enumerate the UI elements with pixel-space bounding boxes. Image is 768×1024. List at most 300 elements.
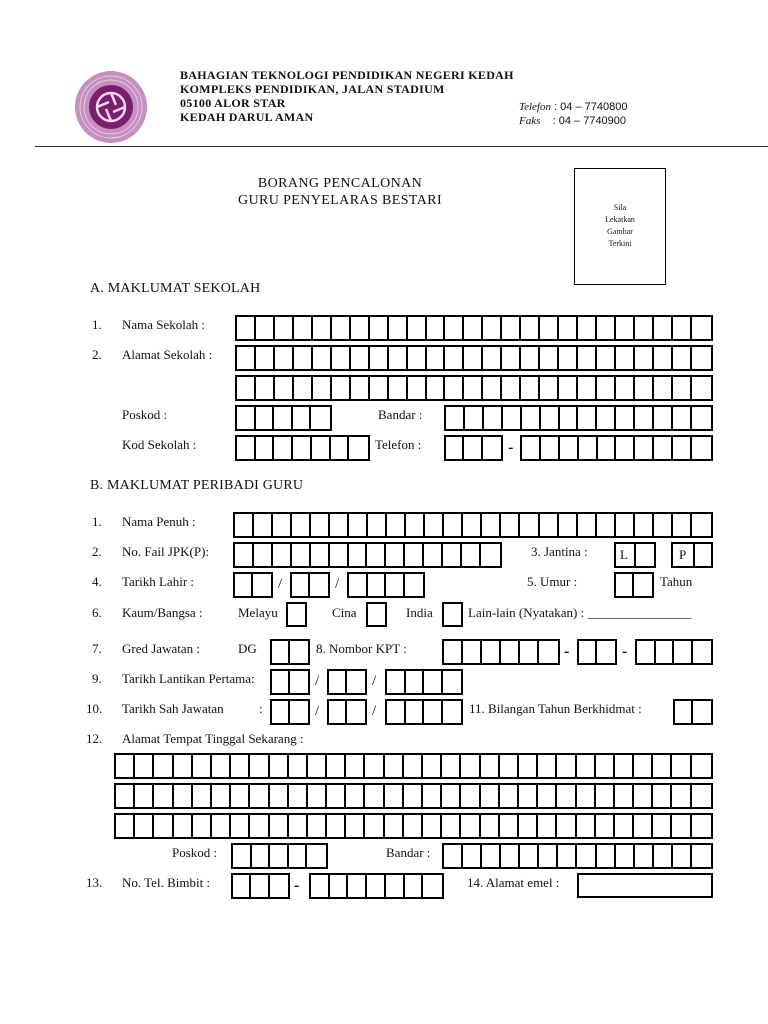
nombor-kpt-part1-input[interactable] [442, 639, 560, 665]
india-checkbox[interactable] [442, 602, 463, 627]
char-cell[interactable] [368, 514, 387, 536]
char-cell[interactable] [444, 514, 463, 536]
char-cell[interactable] [484, 407, 503, 429]
char-cell[interactable] [540, 317, 559, 339]
char-cell[interactable] [310, 574, 328, 596]
char-cell[interactable] [154, 785, 173, 807]
char-cell[interactable] [135, 815, 154, 837]
bilangan-tahun-input[interactable] [673, 699, 713, 725]
char-cell[interactable] [275, 377, 294, 399]
char-cell[interactable] [673, 845, 692, 867]
char-cell[interactable] [312, 437, 331, 459]
char-cell[interactable] [424, 701, 443, 723]
char-cell[interactable] [653, 815, 672, 837]
char-cell[interactable] [389, 347, 408, 369]
char-cell[interactable] [693, 701, 711, 723]
char-cell[interactable] [235, 574, 253, 596]
alamat-emel-input[interactable] [577, 873, 713, 898]
char-cell[interactable] [212, 755, 231, 777]
char-cell[interactable] [385, 785, 404, 807]
char-cell[interactable] [635, 437, 654, 459]
char-cell[interactable] [521, 377, 540, 399]
char-cell[interactable] [616, 845, 635, 867]
alamat-tinggal-input-line3[interactable] [114, 813, 713, 839]
char-cell[interactable] [538, 815, 557, 837]
char-cell[interactable] [692, 347, 711, 369]
char-cell[interactable] [427, 347, 446, 369]
char-cell[interactable] [654, 317, 673, 339]
char-cell[interactable] [654, 347, 673, 369]
char-cell[interactable] [615, 755, 634, 777]
char-cell[interactable] [579, 437, 598, 459]
char-cell[interactable] [387, 514, 406, 536]
char-cell[interactable] [672, 785, 691, 807]
char-cell[interactable] [327, 755, 346, 777]
char-cell[interactable] [635, 317, 654, 339]
char-cell[interactable] [692, 785, 711, 807]
char-cell[interactable] [560, 437, 579, 459]
char-cell[interactable] [445, 347, 464, 369]
char-cell[interactable] [330, 875, 349, 897]
char-cell[interactable] [423, 785, 442, 807]
char-cell[interactable] [597, 514, 616, 536]
tarikh-lantikan-day-input[interactable] [270, 669, 310, 695]
char-cell[interactable] [578, 407, 597, 429]
char-cell[interactable] [270, 755, 289, 777]
char-cell[interactable] [408, 377, 427, 399]
char-cell[interactable] [673, 437, 692, 459]
char-cell[interactable] [332, 317, 351, 339]
char-cell[interactable] [616, 437, 635, 459]
tarikh-lahir-year-input[interactable] [347, 572, 425, 598]
char-cell[interactable] [560, 407, 579, 429]
char-cell[interactable] [522, 437, 541, 459]
char-cell[interactable] [270, 785, 289, 807]
tarikh-sah-year-input[interactable] [385, 699, 463, 725]
char-cell[interactable] [311, 407, 330, 429]
char-cell[interactable] [500, 815, 519, 837]
char-cell[interactable] [616, 347, 635, 369]
char-cell[interactable] [577, 815, 596, 837]
char-cell[interactable] [294, 377, 313, 399]
char-cell[interactable] [577, 755, 596, 777]
char-cell[interactable] [444, 641, 463, 663]
char-cell[interactable] [273, 544, 292, 566]
char-cell[interactable] [579, 641, 597, 663]
char-cell[interactable] [443, 544, 462, 566]
tarikh-lantikan-year-input[interactable] [385, 669, 463, 695]
char-cell[interactable] [212, 785, 231, 807]
char-cell[interactable] [235, 514, 254, 536]
char-cell[interactable] [539, 845, 558, 867]
char-cell[interactable] [308, 815, 327, 837]
char-cell[interactable] [405, 574, 424, 596]
char-cell[interactable] [616, 514, 635, 536]
char-cell[interactable] [597, 845, 616, 867]
char-cell[interactable] [116, 815, 135, 837]
char-cell[interactable] [193, 755, 212, 777]
char-cell[interactable] [559, 347, 578, 369]
char-cell[interactable] [597, 377, 616, 399]
char-cell[interactable] [330, 544, 349, 566]
char-cell[interactable] [294, 347, 313, 369]
char-cell[interactable] [692, 407, 711, 429]
char-cell[interactable] [253, 574, 271, 596]
char-cell[interactable] [461, 785, 480, 807]
char-cell[interactable] [367, 544, 386, 566]
char-cell[interactable] [250, 755, 269, 777]
char-cell[interactable] [654, 514, 673, 536]
char-cell[interactable] [674, 641, 693, 663]
a-telefon-number-input[interactable] [520, 435, 713, 461]
char-cell[interactable] [540, 514, 559, 536]
char-cell[interactable] [482, 641, 501, 663]
char-cell[interactable] [251, 875, 269, 897]
umur-input[interactable] [614, 572, 654, 598]
char-cell[interactable] [405, 875, 424, 897]
char-cell[interactable] [427, 377, 446, 399]
char-cell[interactable] [347, 701, 365, 723]
char-cell[interactable] [502, 377, 521, 399]
char-cell[interactable] [634, 755, 653, 777]
char-cell[interactable] [404, 755, 423, 777]
char-cell[interactable] [256, 347, 275, 369]
char-cell[interactable] [406, 671, 425, 693]
char-cell[interactable] [135, 755, 154, 777]
char-cell[interactable] [425, 514, 444, 536]
char-cell[interactable] [275, 317, 294, 339]
char-cell[interactable] [289, 815, 308, 837]
char-cell[interactable] [446, 407, 465, 429]
char-cell[interactable] [578, 317, 597, 339]
alamat-tinggal-input-line1[interactable] [114, 753, 713, 779]
char-cell[interactable] [596, 815, 615, 837]
kod-sekolah-input[interactable] [235, 435, 370, 461]
char-cell[interactable] [615, 815, 634, 837]
char-cell[interactable] [616, 317, 635, 339]
char-cell[interactable] [656, 641, 675, 663]
char-cell[interactable] [389, 377, 408, 399]
char-cell[interactable] [654, 437, 673, 459]
char-cell[interactable] [233, 875, 251, 897]
char-cell[interactable] [442, 815, 461, 837]
char-cell[interactable] [481, 755, 500, 777]
char-cell[interactable] [463, 845, 482, 867]
char-cell[interactable] [557, 815, 576, 837]
char-cell[interactable] [389, 317, 408, 339]
char-cell[interactable] [365, 815, 384, 837]
char-cell[interactable] [672, 755, 691, 777]
char-cell[interactable] [443, 671, 462, 693]
char-cell[interactable] [307, 845, 326, 867]
tel-bimbit-number-input[interactable] [309, 873, 444, 899]
char-cell[interactable] [519, 785, 538, 807]
char-cell[interactable] [365, 785, 384, 807]
char-cell[interactable] [634, 785, 653, 807]
char-cell[interactable] [635, 407, 654, 429]
char-cell[interactable] [386, 875, 405, 897]
a-bandar-input[interactable] [444, 405, 713, 431]
char-cell[interactable] [329, 671, 347, 693]
char-cell[interactable] [597, 641, 615, 663]
photo-box[interactable] [574, 168, 666, 285]
char-cell[interactable] [520, 845, 539, 867]
char-cell[interactable] [327, 785, 346, 807]
char-cell[interactable] [272, 671, 290, 693]
char-cell[interactable] [272, 641, 290, 663]
char-cell[interactable] [427, 317, 446, 339]
char-cell[interactable] [347, 671, 365, 693]
char-cell[interactable] [237, 437, 256, 459]
char-cell[interactable] [616, 407, 635, 429]
char-cell[interactable] [520, 641, 539, 663]
char-cell[interactable] [557, 785, 576, 807]
char-cell[interactable] [442, 785, 461, 807]
char-cell[interactable] [270, 845, 289, 867]
char-cell[interactable] [367, 875, 386, 897]
char-cell[interactable] [558, 845, 577, 867]
char-cell[interactable] [500, 785, 519, 807]
char-cell[interactable] [464, 317, 483, 339]
char-cell[interactable] [289, 755, 308, 777]
char-cell[interactable] [482, 514, 501, 536]
char-cell[interactable] [292, 574, 310, 596]
char-cell[interactable] [692, 317, 711, 339]
char-cell[interactable] [308, 785, 327, 807]
char-cell[interactable] [538, 785, 557, 807]
jantina-l-checkbox[interactable] [614, 542, 656, 568]
char-cell[interactable] [292, 544, 311, 566]
char-cell[interactable] [351, 347, 370, 369]
char-cell[interactable] [330, 514, 349, 536]
char-cell[interactable] [692, 755, 711, 777]
char-cell[interactable] [212, 815, 231, 837]
char-cell[interactable] [346, 815, 365, 837]
char-cell[interactable] [540, 347, 559, 369]
char-cell[interactable] [386, 544, 405, 566]
char-cell[interactable] [404, 815, 423, 837]
char-cell[interactable] [500, 755, 519, 777]
b-bandar-input[interactable] [442, 843, 713, 869]
char-cell[interactable] [577, 845, 596, 867]
char-cell[interactable] [174, 785, 193, 807]
char-cell[interactable] [273, 514, 292, 536]
char-cell[interactable] [444, 845, 463, 867]
char-cell[interactable] [235, 544, 254, 566]
char-cell[interactable] [464, 347, 483, 369]
char-cell[interactable] [116, 785, 135, 807]
nombor-kpt-part2-input[interactable] [577, 639, 617, 665]
char-cell[interactable] [135, 785, 154, 807]
char-cell[interactable] [154, 755, 173, 777]
char-cell[interactable] [408, 347, 427, 369]
char-cell[interactable] [349, 437, 368, 459]
gred-jawatan-input[interactable] [270, 639, 310, 665]
char-cell[interactable] [597, 317, 616, 339]
char-cell[interactable] [692, 377, 711, 399]
char-cell[interactable] [446, 437, 464, 459]
char-cell[interactable] [346, 785, 365, 807]
char-cell[interactable] [596, 755, 615, 777]
char-cell[interactable] [370, 377, 389, 399]
char-cell[interactable] [442, 755, 461, 777]
char-cell[interactable] [289, 785, 308, 807]
char-cell[interactable] [637, 641, 656, 663]
char-cell[interactable] [502, 347, 521, 369]
char-cell[interactable] [443, 701, 462, 723]
char-cell[interactable] [483, 377, 502, 399]
char-cell[interactable] [237, 377, 256, 399]
char-cell[interactable] [274, 407, 293, 429]
char-cell[interactable] [597, 347, 616, 369]
char-cell[interactable] [501, 641, 520, 663]
nombor-kpt-part3-input[interactable] [635, 639, 713, 665]
lain-lain-label[interactable]: Lain-lain (Nyatakan) : ________________ [468, 605, 692, 620]
char-cell[interactable] [424, 671, 443, 693]
char-cell[interactable] [578, 514, 597, 536]
char-cell[interactable] [231, 755, 250, 777]
char-cell[interactable] [559, 514, 578, 536]
char-cell[interactable] [174, 815, 193, 837]
char-cell[interactable] [332, 347, 351, 369]
tarikh-lantikan-month-input[interactable] [327, 669, 367, 695]
char-cell[interactable] [154, 815, 173, 837]
char-cell[interactable] [501, 845, 520, 867]
char-cell[interactable] [559, 377, 578, 399]
char-cell[interactable] [250, 815, 269, 837]
tarikh-sah-month-input[interactable] [327, 699, 367, 725]
char-cell[interactable] [406, 701, 425, 723]
jantina-p-checkbox[interactable] [671, 542, 713, 568]
char-cell[interactable] [634, 574, 652, 596]
char-cell[interactable] [463, 514, 482, 536]
char-cell[interactable] [237, 347, 256, 369]
char-cell[interactable] [365, 755, 384, 777]
char-cell[interactable] [483, 437, 501, 459]
char-cell[interactable] [577, 785, 596, 807]
char-cell[interactable] [597, 407, 616, 429]
char-cell[interactable] [654, 377, 673, 399]
char-cell[interactable] [692, 815, 711, 837]
char-cell[interactable] [289, 845, 308, 867]
char-cell[interactable] [540, 377, 559, 399]
char-cell[interactable] [423, 815, 442, 837]
char-cell[interactable] [329, 701, 347, 723]
char-cell[interactable] [386, 574, 405, 596]
char-cell[interactable] [464, 437, 482, 459]
char-cell[interactable] [522, 407, 541, 429]
char-cell[interactable] [634, 815, 653, 837]
char-cell[interactable] [408, 317, 427, 339]
char-cell[interactable] [351, 317, 370, 339]
char-cell[interactable] [250, 785, 269, 807]
char-cell[interactable] [237, 317, 256, 339]
char-cell[interactable] [331, 437, 350, 459]
char-cell[interactable] [483, 317, 502, 339]
char-cell[interactable] [270, 875, 288, 897]
char-cell[interactable] [635, 845, 654, 867]
char-cell[interactable] [557, 755, 576, 777]
char-cell[interactable] [346, 755, 365, 777]
char-cell[interactable] [501, 514, 520, 536]
char-cell[interactable] [483, 347, 502, 369]
melayu-checkbox[interactable] [286, 602, 307, 627]
char-cell[interactable] [332, 377, 351, 399]
char-cell[interactable] [193, 815, 212, 837]
char-cell[interactable] [293, 407, 312, 429]
char-cell[interactable] [462, 544, 481, 566]
b-poskod-input[interactable] [231, 843, 328, 869]
char-cell[interactable] [405, 544, 424, 566]
char-cell[interactable] [385, 755, 404, 777]
char-cell[interactable] [256, 407, 275, 429]
char-cell[interactable] [653, 785, 672, 807]
alamat-sekolah-input-line2[interactable] [235, 375, 713, 401]
char-cell[interactable] [541, 437, 560, 459]
char-cell[interactable] [539, 641, 558, 663]
char-cell[interactable] [313, 317, 332, 339]
char-cell[interactable] [693, 641, 712, 663]
cina-checkbox[interactable] [366, 602, 387, 627]
char-cell[interactable] [351, 377, 370, 399]
tarikh-lahir-month-input[interactable] [290, 572, 330, 598]
char-cell[interactable] [521, 347, 540, 369]
char-cell[interactable] [481, 815, 500, 837]
char-cell[interactable] [520, 514, 539, 536]
char-cell[interactable] [675, 701, 693, 723]
char-cell[interactable] [653, 755, 672, 777]
char-cell[interactable] [311, 514, 330, 536]
char-cell[interactable] [270, 815, 289, 837]
char-cell[interactable] [692, 845, 711, 867]
char-cell[interactable] [327, 815, 346, 837]
char-cell[interactable] [290, 701, 308, 723]
char-cell[interactable] [348, 875, 367, 897]
char-cell[interactable] [596, 785, 615, 807]
char-cell[interactable] [293, 437, 312, 459]
char-cell[interactable] [349, 544, 368, 566]
char-cell[interactable] [503, 407, 522, 429]
char-cell[interactable] [231, 815, 250, 837]
char-cell[interactable] [237, 407, 256, 429]
char-cell[interactable] [311, 875, 330, 897]
char-cell[interactable] [423, 755, 442, 777]
char-cell[interactable] [635, 377, 654, 399]
char-cell[interactable] [385, 815, 404, 837]
char-cell[interactable] [482, 845, 501, 867]
char-cell[interactable] [519, 815, 538, 837]
char-cell[interactable] [233, 845, 252, 867]
char-cell[interactable] [673, 514, 692, 536]
tarikh-lahir-day-input[interactable] [233, 572, 273, 598]
char-cell[interactable] [292, 514, 311, 536]
char-cell[interactable] [464, 377, 483, 399]
char-cell[interactable] [387, 671, 406, 693]
nama-penuh-input[interactable] [233, 512, 713, 538]
char-cell[interactable] [275, 347, 294, 369]
char-cell[interactable] [673, 407, 692, 429]
char-cell[interactable] [521, 317, 540, 339]
alamat-tinggal-input-line2[interactable] [114, 783, 713, 809]
char-cell[interactable] [654, 407, 673, 429]
char-cell[interactable] [445, 317, 464, 339]
char-cell[interactable] [673, 347, 692, 369]
tel-bimbit-prefix-input[interactable] [231, 873, 290, 899]
char-cell[interactable] [481, 785, 500, 807]
char-cell[interactable] [616, 574, 634, 596]
char-cell[interactable] [256, 437, 275, 459]
char-cell[interactable] [635, 347, 654, 369]
